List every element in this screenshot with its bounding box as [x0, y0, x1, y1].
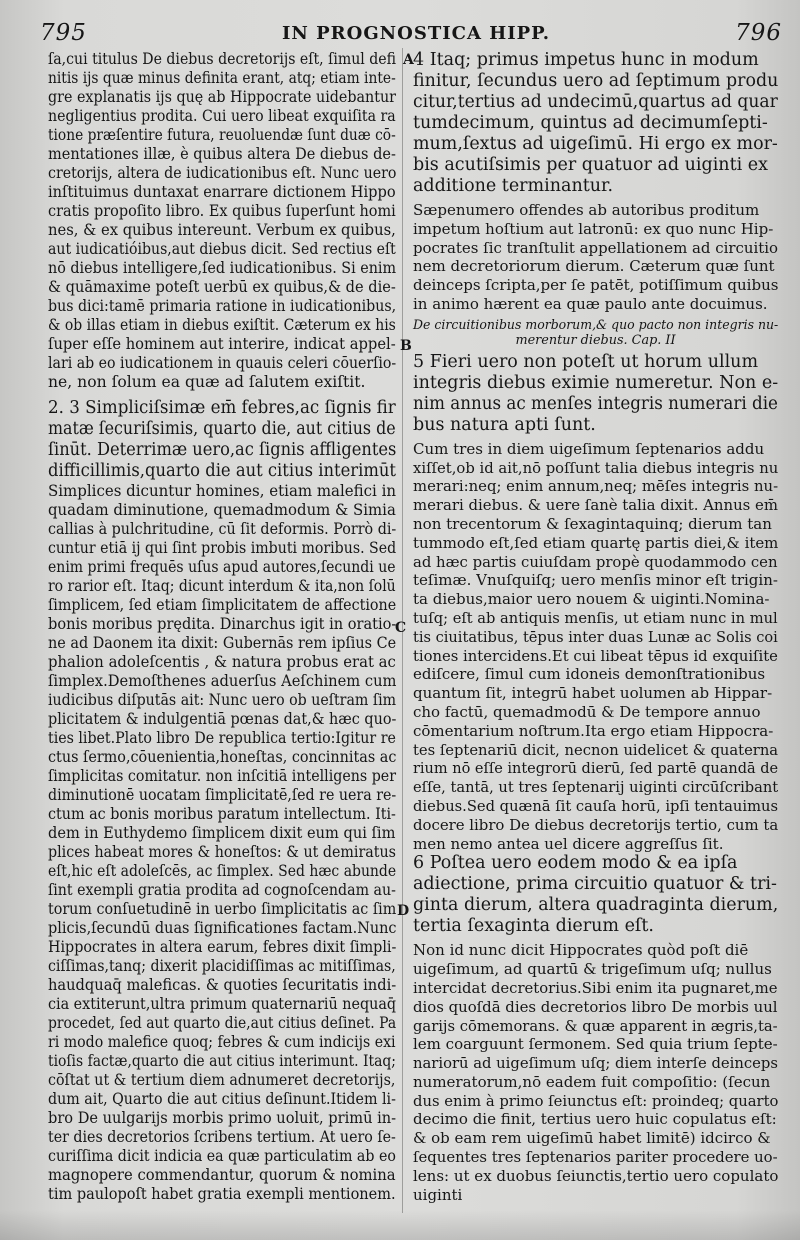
text-line: ſint exempli gratia prodita ad cognoſcendam au-	[48, 881, 396, 899]
text-line: rium nō eſſe integrorū dierū, ſed partē quandā de	[413, 759, 779, 778]
text-line: mentationes illæ, è quibus altera De diebus de-	[48, 145, 396, 163]
text-line: callias à pulchritudine, cū ſit deformis. Porrò di-	[48, 520, 397, 538]
text-line: eſt,hic eſt adoleſcēs, ac ſimplex. Sed hæc abunde	[48, 862, 397, 880]
text-line: haudquaq̄ maleficas. & quoties ſecuritatis indi-	[48, 976, 397, 994]
text-line: cratis propoſito libro. Ex quibus ſuperſunt homi	[48, 202, 396, 220]
text-line: additione terminantur.	[413, 176, 614, 196]
text-line: ad hæc partis cuiuſdam propè quodammodo cen	[413, 552, 778, 571]
text-line: dus enim à primo ſeiunctus eſt: proindeq; quarto	[413, 1091, 779, 1110]
text-line: merari diebus. & uere ſanè talia dixit. Annus em̄	[413, 496, 778, 515]
text-line: Hippocrates in altera earum, febres dixit ſimpli-	[48, 938, 397, 956]
text-line: merentur diebus. Cap. II	[515, 332, 676, 348]
text-line: ſuper eſſe hominem aut interire, indicat appel-	[48, 335, 396, 353]
text-line: adiectione, prima circuitio quatuor & tri-	[413, 874, 777, 895]
text-line: nariorū ad uigeſimum uſq; diem interſe deinceps	[413, 1054, 778, 1073]
text-line: curiſſima dicit indicia ea quæ particulatim ab eo	[48, 1147, 396, 1165]
text-line: lari ab eo iudicationem in quauis celeri cōuerſio-	[48, 354, 397, 372]
text-line: intercidat decretorius.Sibi enim ita pugnaret,me	[413, 978, 778, 997]
text-line: ſa,cui titulus De diebus decretorijs eſt, ſimul defi	[48, 50, 397, 68]
text-line: ciſſimas,tanq; dixerit placidiſſimas ac mitiſſimas,	[48, 957, 396, 975]
text-line: nō diebus intelligere,ſed iudicationibus. Si enim	[48, 259, 397, 277]
text-line: 5 Fieri uero non poteſt ut horum ullum	[413, 351, 759, 372]
text-line: merari:neq; enim annum,neq; mēſes integris nu-	[413, 477, 779, 496]
running-title: IN PROGNOSTICA HIPP.	[282, 23, 550, 44]
text-line: numeratorum,nō eadem fuit compoſitio: (ſecun	[413, 1072, 771, 1091]
margin-letter-b: B	[400, 338, 412, 354]
margin-letter-d: D	[397, 903, 410, 919]
text-line: & ob illas etiam in diebus exiſtit. Cæterum ex his	[48, 316, 396, 334]
text-line: quantum ſit, integrū habet uolumen ab Hippar-	[413, 684, 773, 703]
text-line: integris diebus eximie numeretur. Non e-	[413, 372, 779, 393]
text-line: Simplices dicuntur homines, etiam malefici in	[48, 482, 397, 500]
text-line: ter dies decretorios ſcribens tertium. At uero ſe-	[48, 1128, 396, 1146]
text-line: negligentius prodita. Cui uero libeat exquiſita ra	[48, 107, 396, 125]
text-line: plices habeat mores & honeſtos: & ut demiratus	[48, 843, 396, 861]
text-line: dem in Euthydemo ſimplicem dixit eum qui ſim	[48, 824, 396, 842]
text-line: bis acutiſsimis per quatuor ad uiginti ex	[413, 155, 768, 175]
text-line: lens: ut ex duobus ſeiunctis,tertio uero copulato	[413, 1166, 779, 1185]
text-line: tis ciuitatibus, tēpus inter duas Lunæ ac Solis coi	[413, 627, 778, 646]
text-line: ſimplicitas comitatur. non inſcitiā intelligens per	[48, 767, 397, 785]
text-line: plicis,ſecundū duas ſignificationes factam.Nunc	[48, 919, 397, 937]
text-line: ginta dierum, altera quadraginta dierum,	[413, 895, 779, 916]
margin-letter-c: C	[395, 620, 407, 636]
text-line: matæ ſecuriſsimis, quarto die, aut citius de	[48, 419, 396, 439]
text-line: uigeſimum, ad quartū & trigeſimum uſq; nullus	[413, 960, 772, 979]
text-line: 4 Itaq; primus impetus hunc in modum	[413, 50, 759, 70]
text-line: pocrates ſic tranſtulit appellationem ad circuitio	[413, 238, 778, 257]
text-line: diebus.Sed quænā ſit cauſa horū, ipſi tentauimus	[413, 796, 778, 815]
page-number-left: 795	[40, 20, 87, 46]
text-line: tes ſeptenariū dicit, necnon uidelicet & quaterna	[413, 740, 779, 759]
text-line: tiones intercidens.Et cui libeat tēpus id exquiſite	[413, 646, 778, 665]
text-line: ſinūt. Deterrimæ uero,ac ſignis affligentes	[48, 440, 397, 460]
text-line: non trecentorum & ſexagintaquinq; dierum tan	[413, 514, 772, 533]
chapter-caption	[413, 318, 778, 348]
text-line: 2. 3 Simpliciſsimæ em̄ febres,ac ſignis fir	[48, 398, 396, 418]
text-line: ſimplicem, ſed etiam ſimplicitatem de affectione	[48, 596, 397, 614]
text-line: citur,tertius ad undecimū,quartus ad quar	[413, 92, 778, 112]
text-line: magnopere commendantur, quorum & nomina	[48, 1166, 396, 1184]
aphorism-6	[413, 853, 778, 937]
page-number-right: 796	[735, 20, 782, 46]
text-line: Cum tres in diem uigeſimum ſeptenarios addu	[413, 439, 765, 458]
text-line: nem decretoriorum dierum. Cæterum quæ ſunt	[413, 257, 775, 276]
text-line: plicitatem & indulgentiā pœnas dat,& hæc quo-	[48, 710, 397, 728]
text-line: ties libet.Plato libro De republica tertio:Igitur re	[48, 729, 396, 747]
text-line: & quāmaxime poteſt uerbū ex quibus,& de die-	[48, 278, 396, 296]
text-line: gre explanatis ijs quę ab Hippocrate uidebantur	[48, 88, 396, 106]
left-column	[48, 50, 396, 1204]
aphorism-2-3	[48, 398, 396, 482]
text-line: ſimplex.Demoſthenes aduerſus Aeſchinem cum	[48, 672, 397, 690]
text-line: procedet, ſed aut quarto die,aut citius deſinet. Pa	[48, 1014, 397, 1032]
text-line: xiſſet,ob id ait,nō poſſunt talia diebus integris nu	[413, 458, 779, 477]
commentary-paragraph-1	[48, 50, 396, 392]
text-line: inſtituimus duntaxat enarrare dictionem Hippo	[48, 183, 396, 201]
text-line: deinceps ſcripta,per ſe patēt, potiſſimum quibus	[413, 276, 779, 295]
text-line: uiginti	[413, 1185, 463, 1204]
text-line: ro rarior eſt. Itaq; dicunt interdum & ita,non ſolū	[48, 577, 396, 595]
text-line: bro De uulgarijs morbis primo uoluit, primū in-	[48, 1109, 397, 1127]
text-line: cho factū, quemadmodū & De tempore annuo	[413, 702, 761, 721]
text-line: ne, non ſolum ea quæ ad ſalutem exiſtit.	[48, 373, 366, 391]
text-line: nitis ijs quæ minus definita erant, atq; etiam inte-	[48, 69, 396, 87]
text-line: dios quoſdā dies decretorios libro De morbis uul	[413, 997, 778, 1016]
text-line: ediſcere, ſimul cum idoneis demonſtrationibus	[413, 665, 766, 684]
text-line: bus natura apti ſunt.	[413, 414, 596, 435]
page-bottom-shadow	[0, 1210, 800, 1240]
text-line: dum ait, Quarto die aut citius deſinunt.Itidem li-	[48, 1090, 396, 1108]
text-line: ctum ac bonis moribus paratum intellectum. Iti-	[48, 805, 396, 823]
commentary-paragraph-5	[413, 941, 778, 1204]
text-line: docere libro De diebus decretorijs tertio, cum ta	[413, 815, 779, 834]
text-line: quadam diminutione, quemadmodum & Simia	[48, 501, 396, 519]
text-line: tertia ſexaginta dierum eſt.	[413, 916, 654, 937]
text-line: 6 Poſtea uero eodem modo & ea ipſa	[413, 853, 738, 874]
text-line: ctus ſermo,cōuenientia,honeſtas, concinnitas ac	[48, 748, 397, 766]
aphorism-4	[413, 50, 778, 197]
text-line: finitur, ſecundus uero ad ſeptimum produ	[413, 71, 779, 91]
right-column	[413, 50, 778, 1204]
text-line: aut iudicatióibus,aut diebus dicit. Sed rectius eſt	[48, 240, 396, 258]
text-line: ſequentes tres ſeptenarios pariter procedere uo-	[413, 1148, 778, 1167]
text-line: cia extiterunt,ultra primum quaternariū nequaq̄	[48, 995, 397, 1013]
text-line: diminutionē uocatam ſimplicitatē,ſed re uera re-	[48, 786, 397, 804]
text-line: bus dici:tamē primaria ratione in iudicationibus,	[48, 297, 397, 315]
text-line: phalion adoleſcentis , & natura probus erat ac	[48, 653, 396, 671]
text-line: Non id nunc dicit Hippocrates quòd poſt diē	[413, 941, 749, 960]
text-line: tim paulopoſt habet gratia exempli mentionem.	[48, 1185, 396, 1203]
commentary-paragraph-3	[413, 201, 778, 314]
text-line: teſimæ. Vnuſquiſq; uero menſis minor eſt trigin-	[413, 571, 778, 590]
commentary-paragraph-2	[48, 482, 396, 1204]
text-line: in animo hærent ea quæ paulo ante docuimus.	[413, 294, 768, 313]
text-line: nes, & ex quibus intereunt. Verbum ex quibus,	[48, 221, 396, 239]
text-line: Sæpenumero offendes ab autoribus proditum	[413, 201, 760, 219]
margin-letter-a: A	[403, 52, 414, 68]
text-line: tioſis factæ,quarto die aut citius interimunt. Itaq;	[48, 1052, 396, 1070]
text-line: nim annus ac menſes integris numerari die	[413, 393, 778, 414]
text-line: tumdecimum, quintus ad decimumſepti-	[413, 113, 768, 133]
text-line: difficillimis,quarto die aut citius interimūt	[48, 461, 396, 481]
text-line: tione præſentire futura, reuoluendæ ſunt duæ cō-	[48, 126, 396, 144]
text-line: tummodo eſt,ſed etiam quartę partis diei,& item	[413, 533, 779, 552]
text-line: & ob eam rem uigeſimū habet limitē) idcirco &	[413, 1129, 771, 1148]
text-line: cōſtat ut & tertium diem adnumeret decretorijs,	[48, 1071, 396, 1089]
text-line: men nemo antea uel dicere aggreſſus ſit.	[413, 834, 724, 853]
text-line: impetum hoſtium aut latronū: ex quo nunc Hip-	[413, 219, 774, 238]
text-line: ta diebus,maior uero nouem & uiginti.Nomina-	[413, 590, 770, 609]
aphorism-5	[413, 352, 778, 436]
text-line: iudicibus diſputās ait: Nunc uero ob ueſtram ſim	[48, 691, 397, 709]
text-line: cuntur etiā ij qui ſint probis imbuti moribus. Sed	[48, 539, 397, 557]
text-line: lem coarguunt ſermonem. Sed quia trium ſepte-	[413, 1035, 778, 1054]
text-line: eſſe, tantā, ut tres ſeptenarij uiginti circūſcribant	[413, 778, 779, 797]
text-line: decimo die finit, tertius uero huic copulatus eſt:	[413, 1110, 777, 1129]
text-line: mum,ſextus ad uigeſimū. Hi ergo ex mor-	[413, 134, 778, 154]
text-line: ri modo malefice quoq; febres & cum indicijs exi	[48, 1033, 396, 1051]
text-line: cōmentarium noſtrum.Ita ergo etiam Hippocra-	[413, 721, 774, 740]
text-line: tuſq; eſt ab antiquis menſis, ut etiam nunc in mul	[413, 608, 778, 627]
text-line: torum conſuetudinē in uerbo ſimplicitatis ac ſim	[48, 900, 397, 918]
commentary-paragraph-4	[413, 440, 778, 854]
text-line: enim primi frequēs uſus apud autores,ſecundi ue	[48, 558, 396, 576]
text-line: cretorijs, altera de iudicationibus eſt. Nunc uero	[48, 164, 397, 182]
text-line: bonis moribus prędita. Dinarchus igit in oratio-	[48, 615, 397, 633]
text-line: ne ad Daonem ita dixit: Gubernās rem ipſius Ce	[48, 634, 397, 652]
text-line: garijs cōmemorans. & quæ apparent in ægris,ta-	[413, 1016, 778, 1035]
text-line: De circuitionibus morborum,& quo pacto non integris nu-	[413, 317, 779, 333]
running-header	[0, 18, 800, 48]
